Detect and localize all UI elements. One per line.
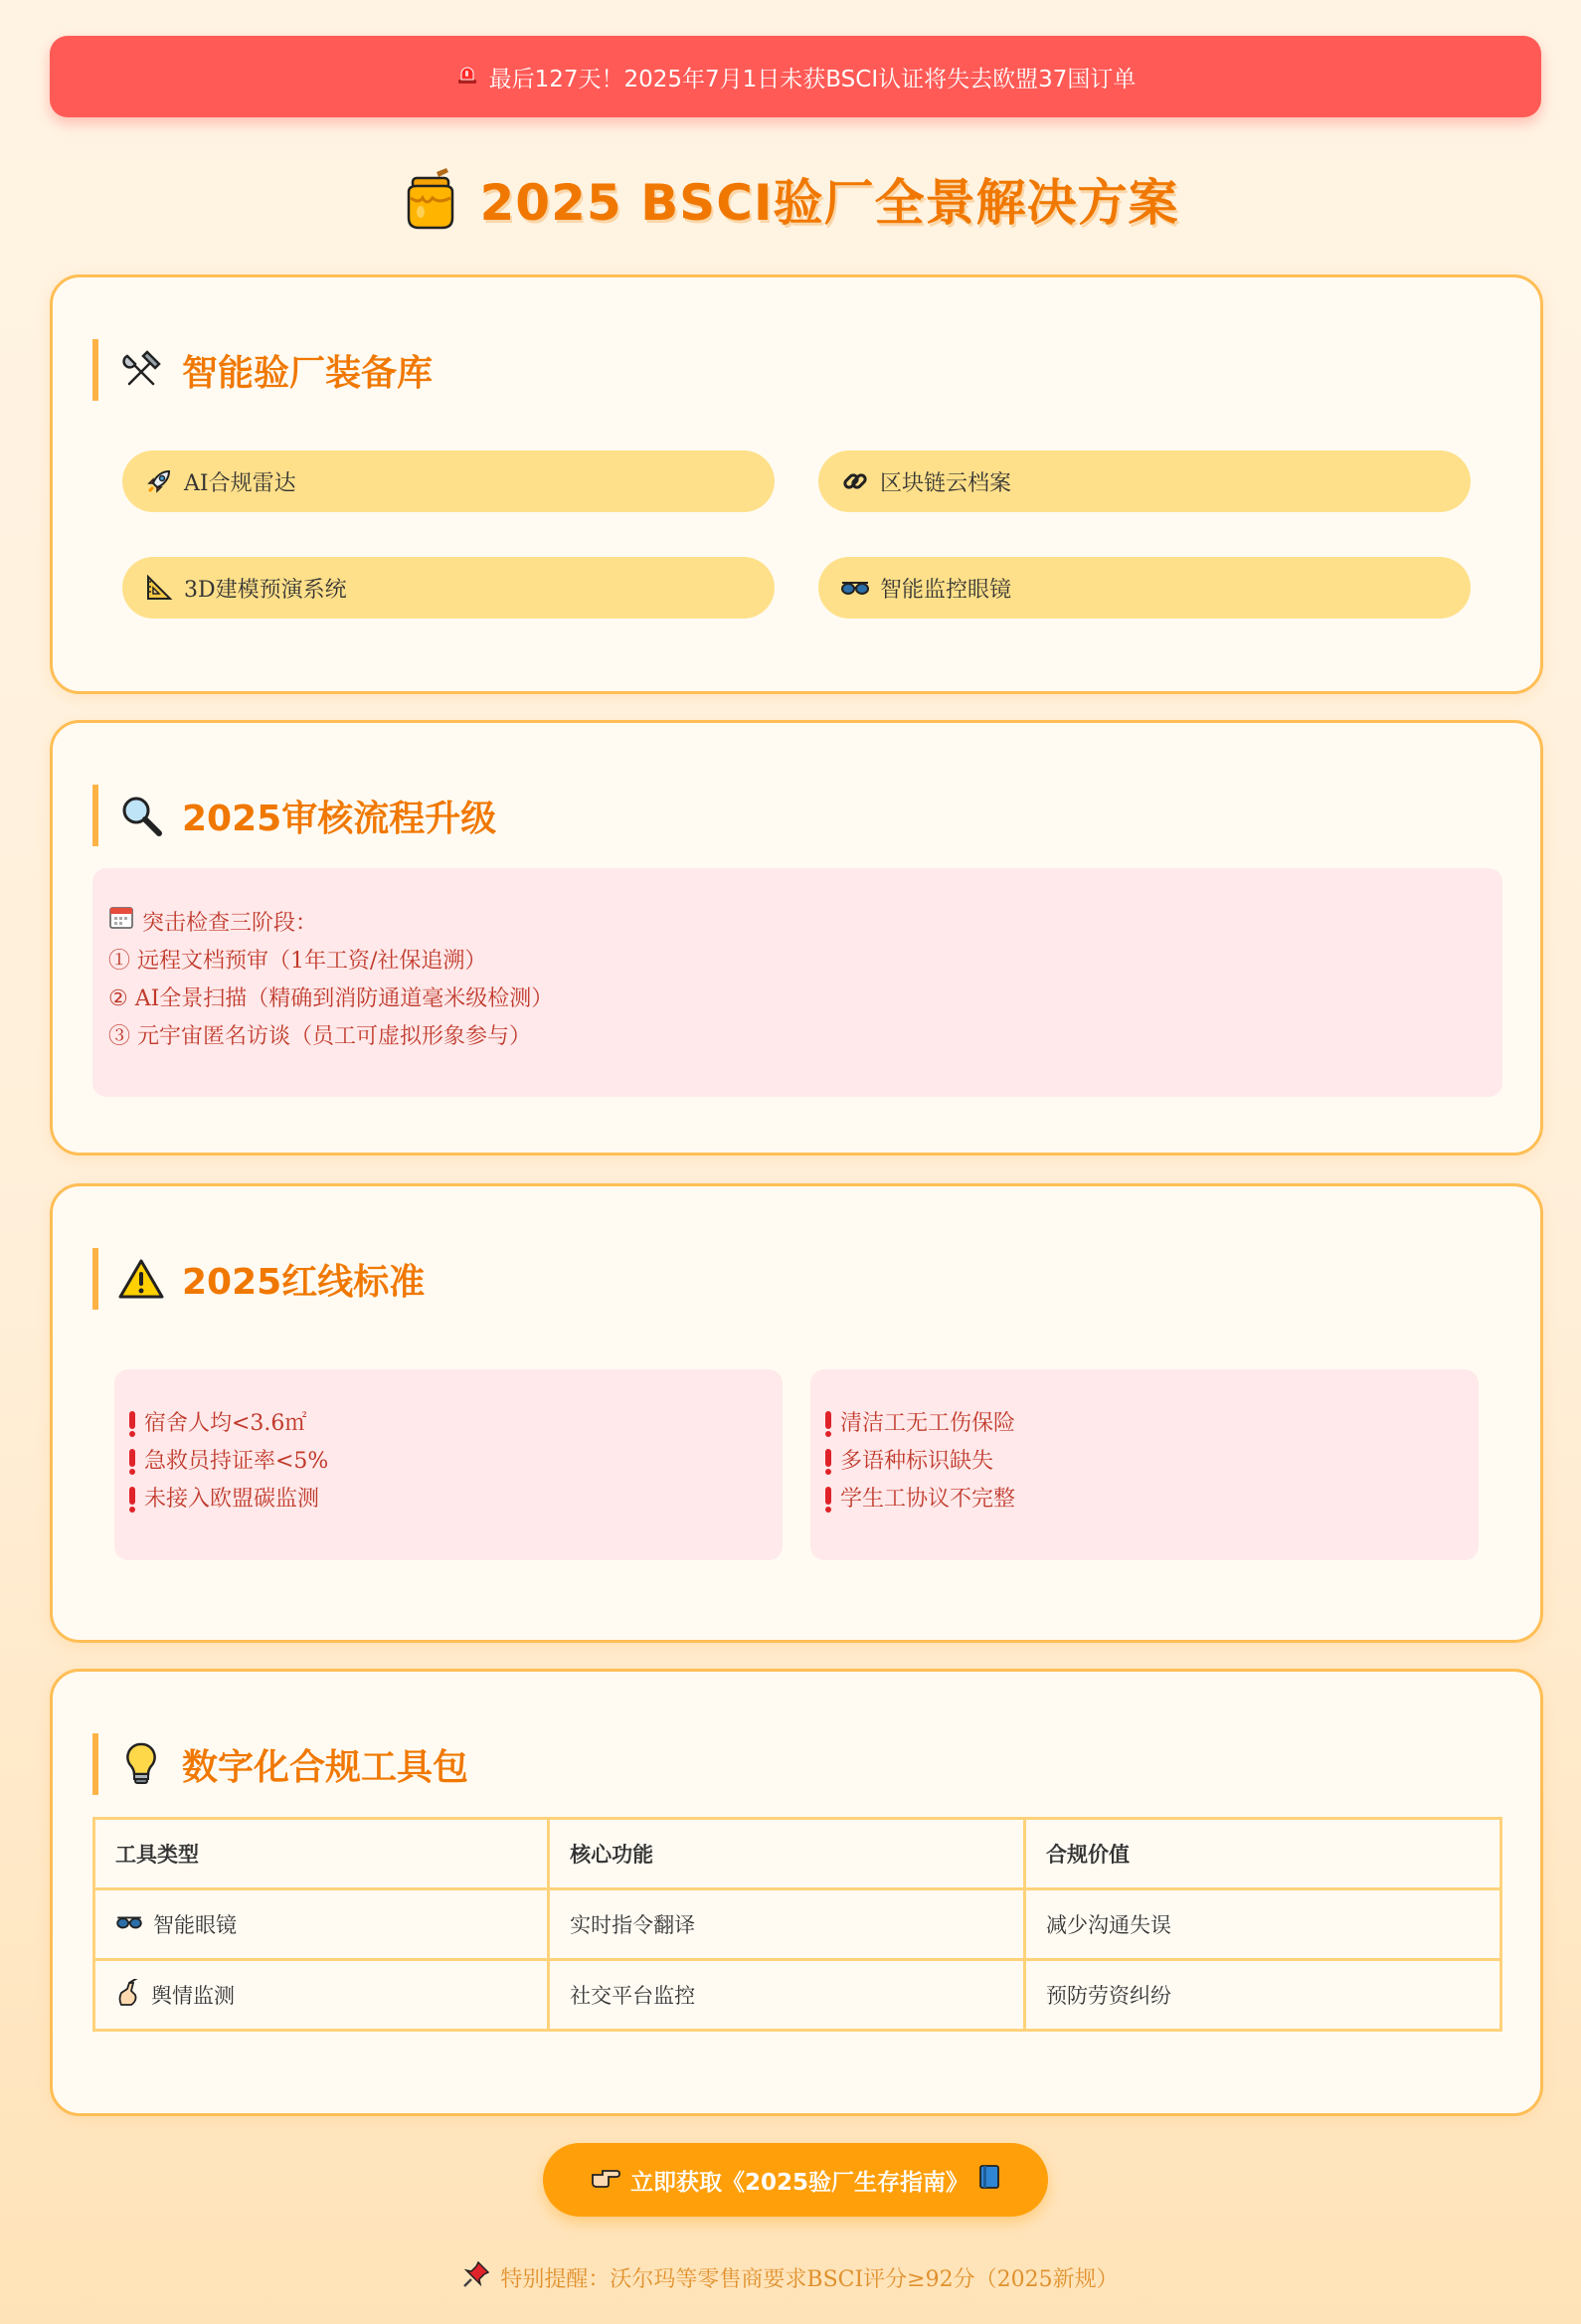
redline-item: 未接入欧盟碳监测: [128, 1481, 783, 1519]
process-step: ① 远程文档预审（1年工资/社保追溯）: [108, 949, 487, 974]
table-header-row: [94, 1819, 1501, 1889]
equipment-section-heading: [92, 339, 433, 401]
calendar-icon: [108, 904, 134, 943]
rocket-icon: [144, 466, 174, 496]
process-steps-box: [92, 868, 1502, 1097]
writing-hand-icon: [115, 1979, 141, 2012]
redline-section-title: 2025红线标准: [182, 1261, 426, 1303]
redline-section-heading: [92, 1248, 425, 1310]
page-title-text: 2025 BSCI验厂全景解决方案: [479, 174, 1179, 232]
column-header-value: 合规价值: [1025, 1819, 1501, 1889]
redline-right-box: [810, 1369, 1479, 1560]
toolkit-card: [50, 1669, 1543, 2116]
redline-item: 宿舍人均<3.6㎡: [128, 1405, 783, 1443]
process-step: ② AI全景扫描（精确到消防通道毫米级检测）: [108, 986, 554, 1011]
equipment-item-label: 区块链云档案: [880, 470, 1012, 496]
link-icon: [840, 466, 870, 496]
page-title: [0, 159, 1581, 239]
hammer-wrench-icon: [118, 347, 164, 393]
warning-icon: [118, 1256, 164, 1302]
get-guide-button[interactable]: [543, 2143, 1048, 2217]
table-cell-function: 社交平台监控: [549, 1960, 1025, 2031]
book-icon: [978, 2164, 1000, 2196]
pointing-hand-icon: [591, 2165, 620, 2195]
redline-item: 学生工协议不完整: [824, 1481, 1479, 1519]
redline-item: 清洁工无工伤保险: [824, 1405, 1479, 1443]
redline-item: 急救员持证率<5%: [128, 1443, 783, 1481]
glasses-icon: [115, 1912, 143, 1937]
honey-pot-icon: [403, 168, 458, 230]
equipment-item-label: 智能监控眼镜: [880, 577, 1012, 603]
redline-left-box: [114, 1369, 783, 1560]
exclamation-icon: [824, 1449, 832, 1475]
process-intro-line: [108, 904, 1487, 943]
exclamation-icon: [128, 1449, 136, 1475]
process-section-heading: [92, 785, 496, 846]
process-card: [50, 720, 1543, 1156]
alert-text: 最后127天！2025年7月1日未获BSCI认证将失去欧盟37国订单: [488, 66, 1137, 92]
equipment-item-smart-glasses[interactable]: [818, 557, 1471, 619]
table-cell-function: 实时指令翻译: [549, 1889, 1025, 1960]
toolkit-section-heading: [92, 1733, 468, 1795]
toolkit-table: [92, 1817, 1502, 2032]
pushpin-icon: [462, 2260, 490, 2294]
toolkit-section-title: 数字化合规工具包: [182, 1746, 469, 1788]
process-intro: 突击检查三阶段：: [142, 910, 318, 936]
lightbulb-icon: [118, 1741, 164, 1787]
alert-banner: [50, 36, 1541, 117]
magnifier-icon: [118, 793, 164, 838]
exclamation-icon: [128, 1411, 136, 1437]
exclamation-icon: [824, 1487, 832, 1513]
process-step: ③ 元宇宙匿名访谈（员工可虚拟形象参与）: [108, 1024, 531, 1049]
get-guide-label: 立即获取《2025验厂生存指南》: [629, 2169, 968, 2196]
table-cell-type: 舆情监测: [94, 1960, 549, 2031]
triangle-ruler-icon: [144, 573, 174, 603]
table-cell-value: 预防劳资纠纷: [1025, 1960, 1501, 2031]
column-header-function: 核心功能: [549, 1819, 1025, 1889]
exclamation-icon: [128, 1487, 136, 1513]
equipment-item-label: AI合规雷达: [184, 470, 296, 496]
redline-item: 多语种标识缺失: [824, 1443, 1479, 1481]
equipment-card: [50, 274, 1543, 694]
table-cell-value: 减少沟通失误: [1025, 1889, 1501, 1960]
equipment-item-ai-radar[interactable]: [122, 450, 775, 512]
footer-text: 特别提醒：沃尔玛等零售商要求BSCI评分≥92分（2025新规）: [500, 2266, 1119, 2292]
glasses-icon: [840, 573, 870, 603]
siren-icon: [455, 62, 479, 91]
equipment-item-label: 3D建模预演系统: [184, 577, 347, 603]
exclamation-icon: [824, 1411, 832, 1437]
footer-note: [0, 2257, 1581, 2297]
redline-card: [50, 1183, 1543, 1643]
table-row: [94, 1889, 1501, 1960]
equipment-section-title: 智能验厂装备库: [182, 352, 434, 394]
equipment-item-3d-modeling[interactable]: [122, 557, 775, 619]
table-cell-type: 智能眼镜: [94, 1889, 549, 1960]
equipment-item-blockchain[interactable]: [818, 450, 1471, 512]
process-section-title: 2025审核流程升级: [182, 798, 497, 839]
table-row: [94, 1960, 1501, 2031]
column-header-type: 工具类型: [94, 1819, 549, 1889]
